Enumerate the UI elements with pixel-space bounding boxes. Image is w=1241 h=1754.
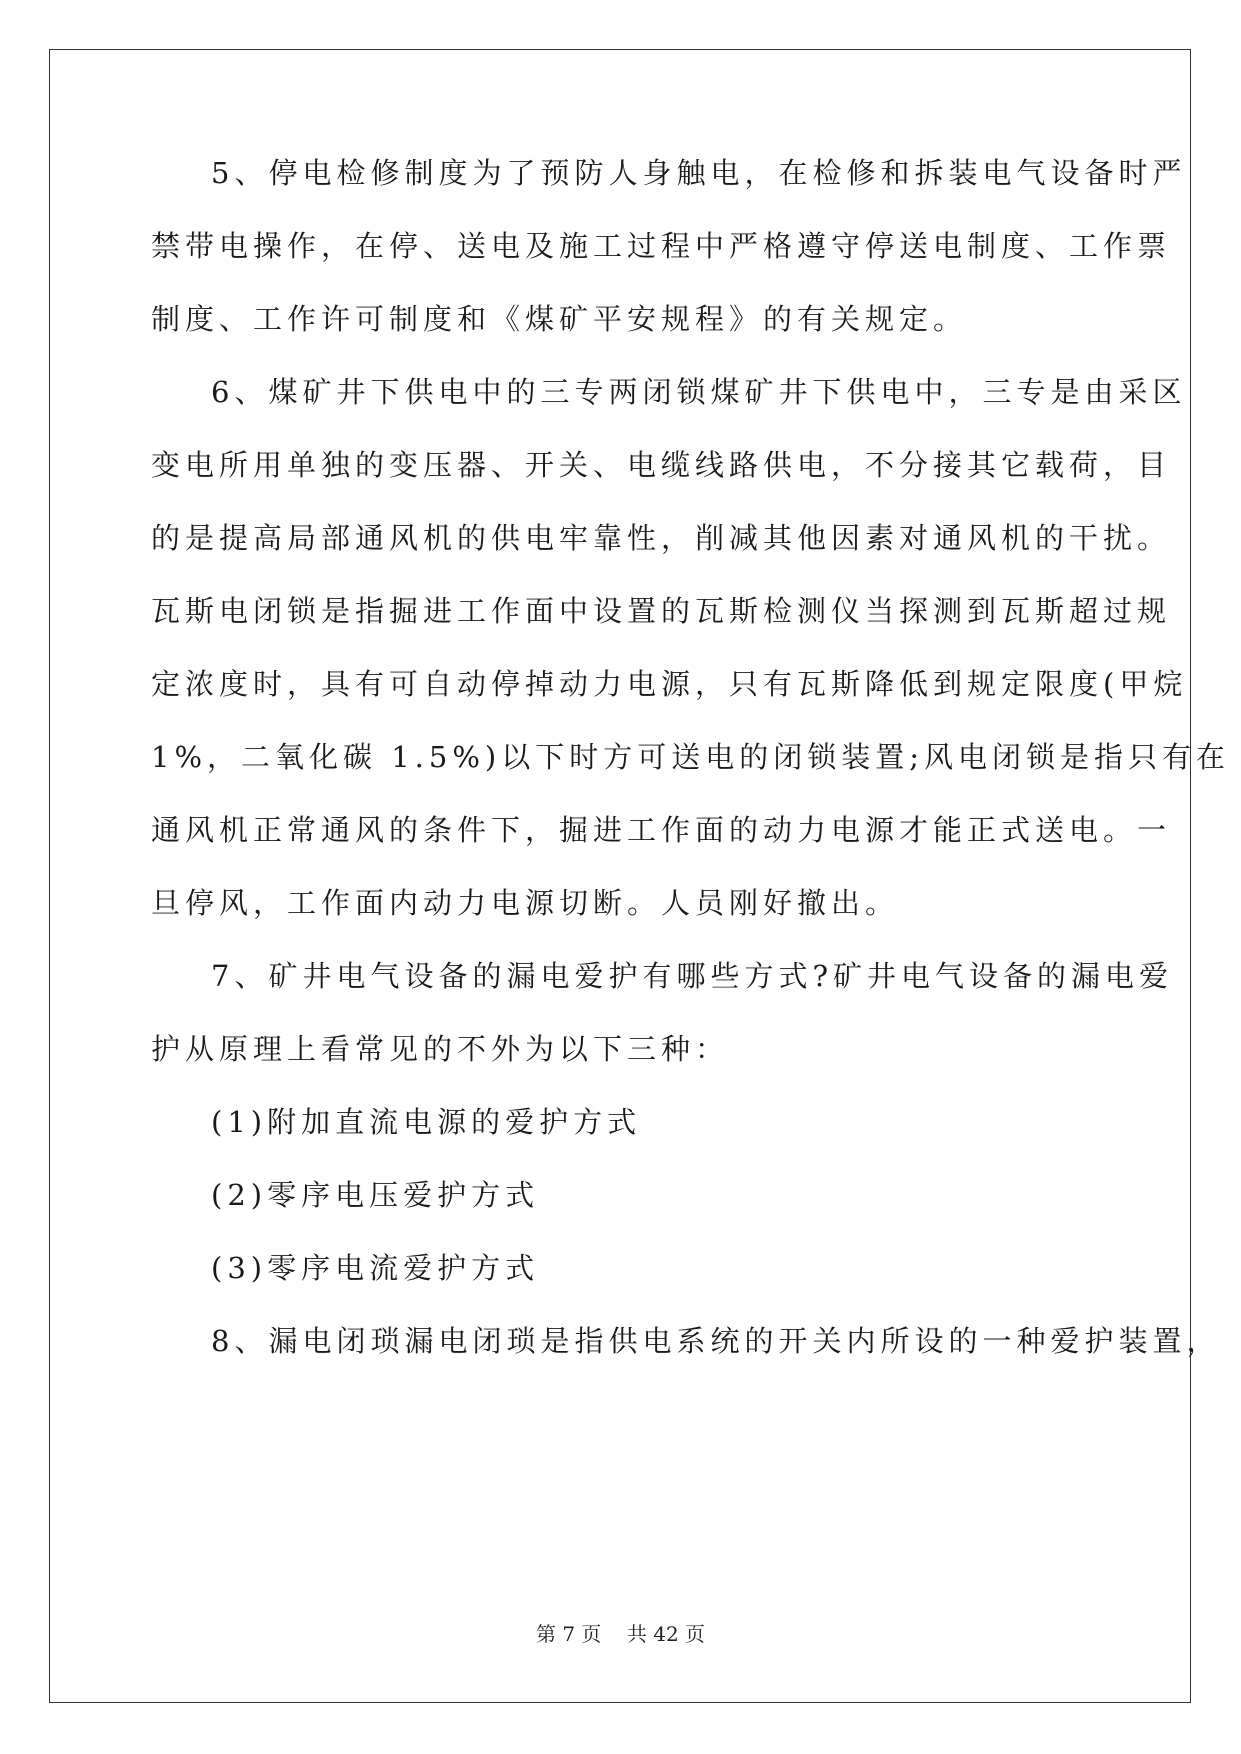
paragraph-5-line-3: 制度、工作许可制度和《煤矿平安规程》的有关规定。 bbox=[151, 302, 968, 336]
paragraph-6-line-6: 1%，二氧化碳 1.5%)以下时方可送电的闭锁装置;风电闭锁是指只有在 bbox=[151, 740, 1230, 774]
paragraph-6-line-3: 的是提高局部通风机的供电牢靠性，削减其他因素对通风机的干扰。 bbox=[151, 521, 1172, 555]
paragraph-7-line-1: 7、矿井电气设备的漏电爱护有哪些方式?矿井电气设备的漏电爱 bbox=[211, 959, 1173, 993]
list-item-2: (2)零序电压爱护方式 bbox=[211, 1178, 540, 1212]
paragraph-6-line-4: 瓦斯电闭锁是指掘进工作面中设置的瓦斯检测仪当探测到瓦斯超过规 bbox=[151, 594, 1172, 628]
list-item-3: (3)零序电流爱护方式 bbox=[211, 1251, 540, 1285]
paragraph-7-line-2: 护从原理上看常见的不外为以下三种： bbox=[151, 1032, 730, 1066]
paragraph-5-line-1: 5、停电检修制度为了预防人身触电，在检修和拆装电气设备时严 bbox=[211, 156, 1187, 190]
page-border bbox=[49, 49, 1191, 1703]
paragraph-5-line-2: 禁带电操作，在停、送电及施工过程中严格遵守停送电制度、工作票 bbox=[151, 229, 1172, 263]
list-item-1: (1)附加直流电源的爱护方式 bbox=[211, 1105, 642, 1139]
page-footer bbox=[0, 1622, 1241, 1646]
paragraph-6-line-8: 旦停风，工作面内动力电源切断。人员刚好撤出。 bbox=[151, 886, 900, 920]
paragraph-8-line-1: 8、漏电闭琐漏电闭琐是指供电系统的开关内所设的一种爱护装置， bbox=[211, 1324, 1221, 1358]
total-pages: 共 42 页 bbox=[626, 1622, 706, 1646]
paragraph-6-line-1: 6、煤矿井下供电中的三专两闭锁煤矿井下供电中，三专是由采区 bbox=[211, 375, 1187, 409]
paragraph-6-line-5: 定浓度时，具有可自动停掉动力电源，只有瓦斯降低到规定限度(甲烷 bbox=[151, 667, 1188, 701]
paragraph-6-line-2: 变电所用单独的变压器、开关、电缆线路供电，不分接其它载荷，目 bbox=[151, 448, 1172, 482]
page-number: 第 7 页 bbox=[535, 1622, 602, 1646]
paragraph-6-line-7: 通风机正常通风的条件下，掘进工作面的动力电源才能正式送电。一 bbox=[151, 813, 1172, 847]
